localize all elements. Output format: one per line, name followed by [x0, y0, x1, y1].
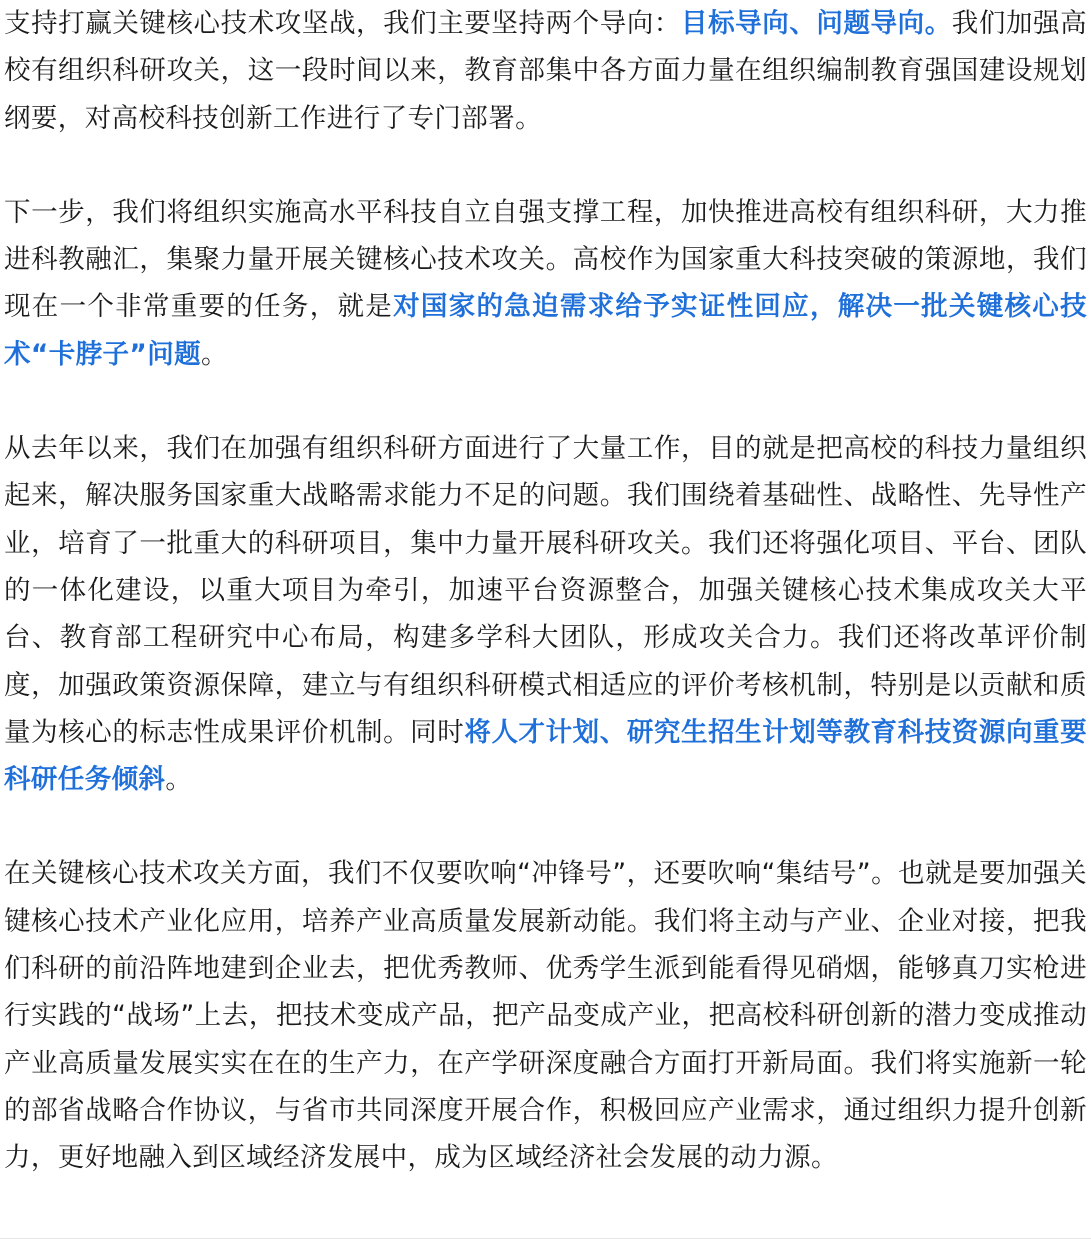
paragraph-2-text: 。 [201, 338, 228, 370]
paragraph-3-highlight: 将人才计划、研究生招生计划等教育科技资源向重要科研任务倾斜 [4, 716, 1087, 796]
paragraph-4 [0, 850, 1091, 1181]
paragraph-2-text: 下一步，我们将组织实施高水平科技自立自强支撑工程，加快推进高校有组织科研，大力推进科教融汇，集聚力量开展关键核心技术攻关。高校作为国家重大科技突破的策源地，我们现在一个非常重要的任务，就是 [4, 196, 1087, 323]
paragraph-1 [0, 0, 1091, 142]
paragraph-2 [0, 189, 1091, 378]
paragraph-1-text: 我们加强高校有组织科研攻关，这一段时间以来，教育部集中各方面力量在组织编制教育强国建设规划纲要，对高校科技创新工作进行了专门部署。 [4, 8, 1088, 134]
bottom-divider [0, 1238, 1091, 1239]
paragraph-1-text: 支持打赢关键核心技术攻坚战，我们主要坚持两个导向： [4, 8, 681, 39]
paragraph-2-highlight: 对国家的急迫需求给予实证性回应，解决一批关键核心技术“卡脖子”问题 [4, 291, 1087, 370]
paragraph-4-text: 在关键核心技术攻关方面，我们不仅要吹响“冲锋号”，还要吹响“集结号”。也就是要加强关键核心技术产业化应用，培养产业高质量发展新动能。我们将主动与产业、企业对接，把我们科研的前沿阵地建到企业去，把优秀教师、优秀学生派到能看得见硝烟，能够真刀实枪进行实践的“战场”上去，把技术变成产品，把产品变成产业，把高校科研创新的潜力变成推动产业高质量发展实实在在的生产力，在产学研深度融合方面打开新局面。我们将实施新一轮的部省战略合作协议，与省市共同深度开展合作，积极回应产业需求，通过组织力提升创新力，更好地融入到区域经济发展中，成为区域经济社会发展的动力源。 [4, 858, 1087, 1174]
paragraph-3-text: 从去年以来，我们在加强有组织科研方面进行了大量工作，目的就是把高校的科技力量组织起来，解决服务国家重大战略需求能力不足的问题。我们围绕着基础性、战略性、先导性产业，培育了一批重大的科研项目，集中力量开展科研攻关。我们还将强化项目、平台、团队的一体化建设，以重大项目为牵引，加速平台资源整合，加强关键核心技术集成攻关大平台、教育部工程研究中心布局，构建多学科大团队，形成攻关合力。我们还将改革评价制度，加强政策资源保障，建立与有组织科研模式相适应的评价考核机制，特别是以贡献和质量为核心的标志性成果评价机制。同时 [4, 433, 1087, 748]
paragraph-1-highlight: 目标导向、问题导向。 [681, 8, 952, 39]
paragraph-3-text: 。 [165, 764, 193, 796]
paragraph-3 [0, 425, 1091, 803]
